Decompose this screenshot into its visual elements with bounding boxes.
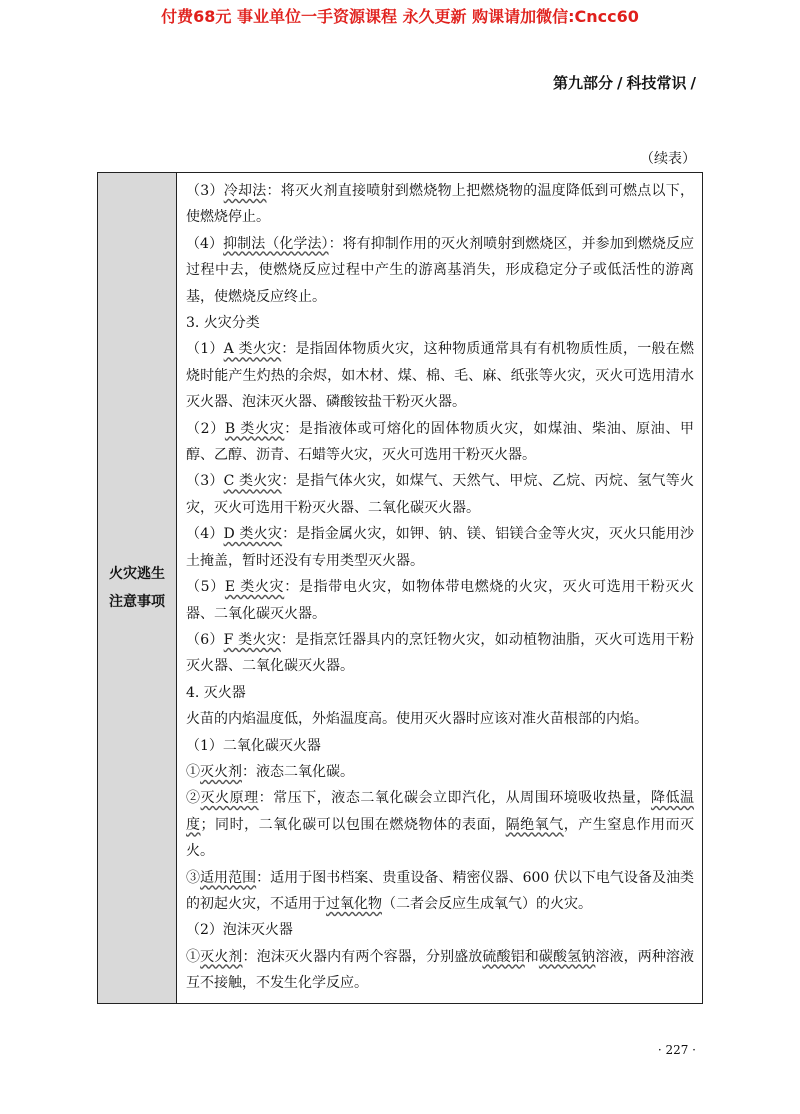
content-text: ：常压下，液态二氧化碳会立即汽化，从周围环境吸收热量， [258,790,651,807]
content-text: ；同时，二氧化碳可以包围在燃烧物体的表面， [200,816,506,833]
content-text: （4） [186,235,224,252]
content-text: （3） [186,183,224,199]
content-text: ② [186,790,201,807]
content-line [186,178,694,231]
underlined-term: 灭火原理 [200,790,259,807]
content-line [186,865,694,918]
content-line [186,944,694,997]
content-text: ③ [186,869,201,886]
underlined-term: A 类火灾 [223,341,282,358]
content-text: ：适用于图书档案、贵重设备、精密仪器、600 伏以下电气设备及油类的初起火灾，不适用于 [186,869,695,912]
underlined-term: 冷却法 [223,183,267,199]
content-text: ：泡沫灭火器内有两个容器，分别盛放 [242,948,483,965]
content-line [186,416,694,469]
content-text: 3. 火灾分类 [186,315,260,332]
underlined-term: E 类火灾 [224,579,285,596]
content-text: （6） [186,631,224,648]
underlined-term: B 类火灾 [224,420,285,437]
content-text: ：将灭火剂直接喷射到燃烧物上把燃烧物的温度降低到可燃点以下，使燃烧停止。 [186,183,694,226]
promo-banner: 付费68元 事业单位一手资源课程 永久更新 购课请加微信:Cncc60 [161,7,639,26]
row-label-line-2: 注意事项 [109,593,165,610]
topic-title: 科技常识 [626,74,687,92]
content-cell [177,173,703,1004]
content-text: （2）泡沫灭火器 [186,922,293,939]
separator-slash-end: / [690,74,696,92]
content-line [186,521,694,574]
row-label-line-1: 火灾逃生 [109,565,165,582]
part-title: 第九部分 [553,74,614,92]
content-text: ：是指气体火灾，如煤气、天然气、甲烷、乙烷、丙烷、氢气等火灾，灭火可选用干粉灭火器、二氧化碳灭火器。 [186,473,694,516]
continued-label: （续表） [640,151,696,167]
content-line [186,310,694,336]
content-line [186,231,694,310]
underlined-term: 灭火剂 [200,948,243,965]
page-number: · 227 · [657,1043,696,1057]
content-text: （3） [186,473,224,490]
content-text: 溶液，两种溶液互不接触，不发生化学反应。 [186,948,695,992]
content-text: 和 [524,948,539,965]
content-text: （二者会反应生成氧气）的火灾。 [382,895,592,912]
section-header [553,72,700,93]
content-text: ① [186,763,200,780]
info-table [97,172,703,1004]
content-text: ① [186,948,201,965]
content-line [186,785,694,864]
content-text: （1）二氧化碳灭火器 [186,737,321,754]
content-text: ，产生窒息作用而灭火。 [186,816,695,860]
content-line [186,680,694,706]
content-line [186,733,694,759]
content-text: 火苗的内焰温度低，外焰温度高。使用灭火器时应该对准火苗根部的内焰。 [186,711,648,728]
underlined-term: C 类火灾 [223,473,282,490]
separator-slash: / [617,74,623,92]
underlined-term: 灭火剂 [200,763,242,780]
content-line [186,759,694,785]
underlined-term: 碳酸氢钠 [538,948,596,965]
underlined-term: 适用范围 [200,869,257,886]
content-line [186,574,694,627]
content-text: ：是指液体或可熔化的固体物质火灾，如煤油、柴油、原油、甲醇、乙醇、沥青、石蜡等火灾，灭火可选用干粉灭火器。 [186,420,694,464]
content-line [186,336,694,415]
underlined-term: 过氧化物 [326,895,382,912]
underlined-term: F 类火灾 [223,631,281,648]
row-label-cell [98,173,177,1004]
content-line [186,917,694,943]
content-text: ：将有抑制作用的灭火剂喷射到燃烧区，并参加到燃烧反应过程中去，使燃烧反应过程中产生的游离基消失，形成稳定分子或低活性的游离基，使燃烧反应终止。 [186,235,695,305]
content-text: （2） [186,420,225,437]
content-text: ：是指金属火灾，如钾、钠、镁、铝镁合金等火灾，灭火只能用沙土掩盖，暂时还没有专用类型灭火器。 [186,526,694,569]
content-text: ：液态二氧化碳。 [242,763,354,780]
underlined-term: 抑制法（化学法） [223,235,329,252]
underlined-term: 隔绝氧气 [505,816,564,833]
content-text: （4） [186,526,224,543]
content-text: ：是指烹饪器具内的烹饪物火灾，如动植物油脂，灭火可选用干粉灭火器、二氧化碳灭火器。 [186,631,694,675]
underlined-term: D 类火灾 [223,526,283,543]
content-line [186,706,694,732]
content-line [186,627,694,680]
underlined-term: 硫酸铝 [482,948,525,965]
underlined-term: 降低温度 [186,790,695,833]
content-text: ：是指带电火灾，如物体带电燃烧的火灾，灭火可选用干粉灭火器、二氧化碳灭火器。 [186,579,694,622]
content-line [186,468,694,521]
content-text: ：是指固体物质火灾，这种物质通常具有有机物质性质，一般在燃烧时能产生灼热的余烬，如木材、煤、棉、毛、麻、纸张等火灾，灭火可选用清水灭火器、泡沫灭火器、磷酸铵盐干粉灭火器。 [186,341,694,411]
content-text: （5） [186,579,225,596]
content-text: 4. 灭火器 [186,684,246,701]
content-text: （1） [186,341,224,358]
